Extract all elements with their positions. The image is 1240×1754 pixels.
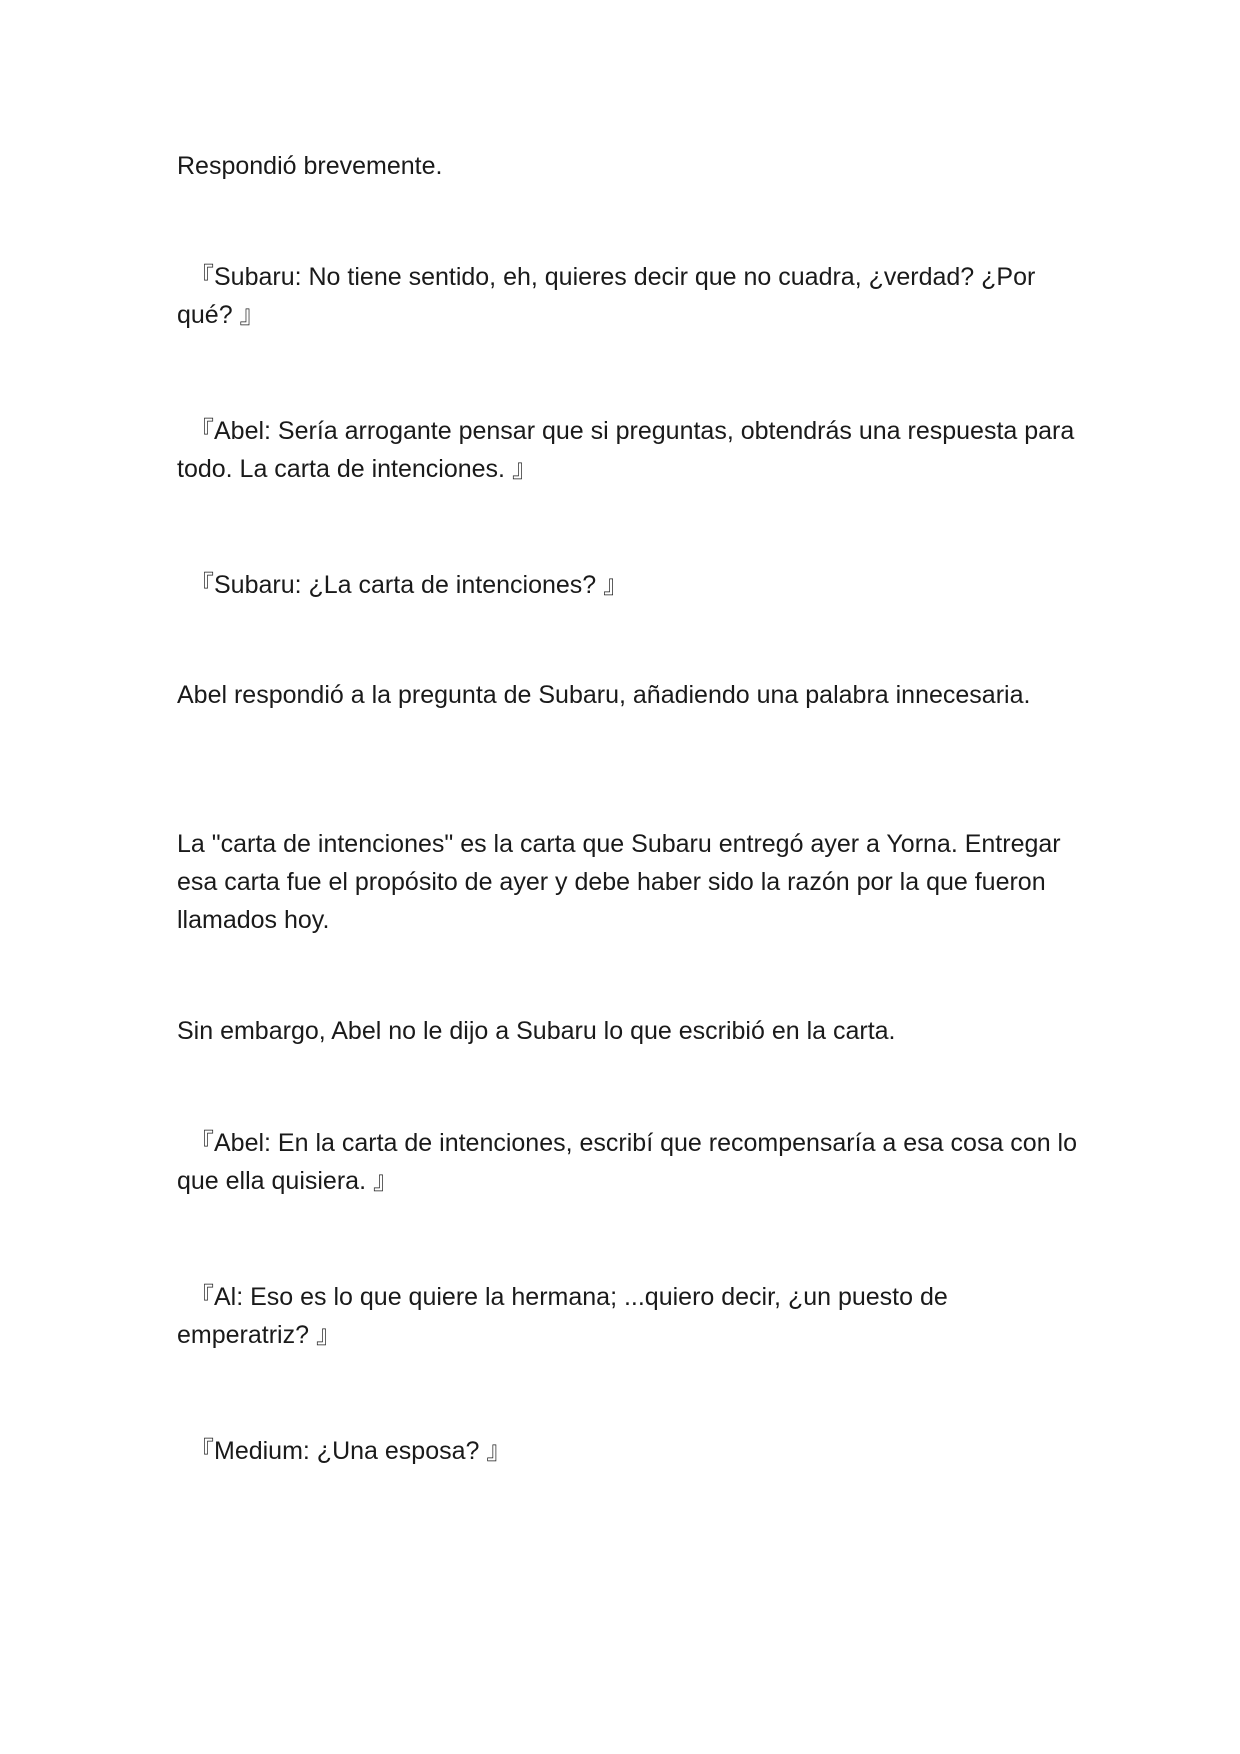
dialogue-paragraph: 『Abel: En la carta de intenciones, escribí que recompensaría a esa cosa con lo que ella quisiera. 』 (177, 1129, 1078, 1195)
dialogue-paragraph: 『Subaru: ¿La carta de intenciones? 』 (189, 571, 629, 599)
dialogue-paragraph: 『Al: Eso es lo que quiere la hermana; ...quiero decir, ¿un puesto de emperatriz? 』 (177, 1283, 948, 1349)
narration-paragraph: Abel respondió a la pregunta de Subaru, añadiendo una palabra innecesaria. (177, 681, 1031, 709)
dialogue-paragraph: 『Abel: Sería arrogante pensar que si preguntas, obtendrás una respuesta para todo. La carta de intenciones. 』 (177, 417, 1075, 483)
narration-paragraph: Sin embargo, Abel no le dijo a Subaru lo que escribió en la carta. (177, 1017, 896, 1045)
dialogue-paragraph: 『Medium: ¿Una esposa? 』 (189, 1437, 512, 1465)
dialogue-paragraph: 『Subaru: No tiene sentido, eh, quieres decir que no cuadra, ¿verdad? ¿Por qué? 』 (177, 263, 1036, 329)
narration-paragraph: La "carta de intenciones" es la carta que Subaru entregó ayer a Yorna. Entregar esa carta fue el propósito de ayer y debe haber sido la razón por la que fueron llamados hoy. (177, 830, 1061, 934)
narration-paragraph: Respondió brevemente. (177, 152, 443, 180)
